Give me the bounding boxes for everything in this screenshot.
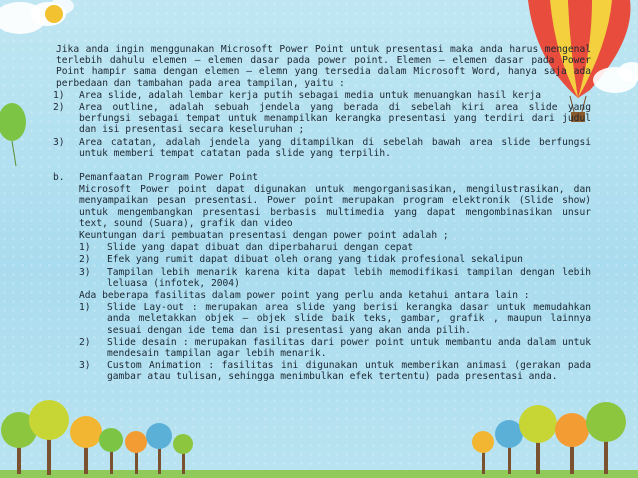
list-item	[79, 254, 591, 265]
section-heading	[53, 172, 591, 184]
list-number: 3)	[53, 136, 65, 148]
list-item	[79, 267, 591, 289]
list-number: 3)	[79, 266, 91, 278]
list-item	[53, 136, 591, 159]
list-text: Area catatan, adalah jendela yang ditampilkan di sebelah bawah area slide berfungsi untuk memberi tempat catatan pada slide yang terpilih.	[79, 136, 591, 159]
list-number: 2)	[79, 336, 91, 348]
list-item	[79, 360, 591, 382]
list-number: 1)	[79, 242, 91, 254]
list-item	[53, 102, 591, 136]
list-item	[79, 242, 591, 253]
list-number: 2)	[79, 254, 91, 266]
area-list	[53, 89, 591, 159]
list-number: 1)	[53, 89, 65, 101]
section-paragraph: Ada beberapa fasilitas dalam power point yang perlu anda ketahui antara lain :	[79, 290, 530, 302]
intro-paragraph: Jika anda ingin menggunakan Microsoft Power Point untuk presentasi maka anda harus mengenal terlebih dahulu elemen – elemen dasar pada power point. Elemen – elemen dasar pada Power Point hampir sama dengan elemen – elemn yang tersedia dalam Microsoft Word, hanya saja ada perbedaan dan tambahan pada area tampilan, yaitu :	[56, 44, 591, 89]
benefits-list	[79, 242, 591, 289]
document-body	[53, 44, 591, 383]
green-balloon-illustration	[0, 100, 40, 170]
list-text: Area outline, adalah sebuah jendela yang berada di sebelah kiri area slide yang berfungsi sebagai tempat untuk menampilkan kerangka presentasi yang terdiri dari judul dan isi presentasi secara keseluruhan ;	[79, 102, 591, 136]
section-paragraph: Microsoft Power point dapat digunakan untuk mengorganisasikan, mengilustrasikan, dan menyampaikan pesan presentasi. Power point merupakan program elektronik (Slide show) untuk mengembangkan presentasi berbasis multimedia yang dapat mengombinasikan unsur text, sound (Suara), grafik dan video	[79, 184, 591, 229]
list-item	[79, 302, 591, 336]
section-b	[53, 172, 591, 383]
list-text: Area slide, adalah lembar kerja putih sebagai media untuk menuangkan hasil kerja	[79, 89, 542, 101]
section-title: Pemanfaatan Program Power Point	[79, 172, 259, 184]
list-text: Efek yang rumit dapat dibuat oleh orang yang tidak profesional sekalipun	[107, 254, 523, 266]
list-item	[79, 337, 591, 359]
list-number: 2)	[53, 102, 65, 114]
list-number: 1)	[79, 302, 91, 314]
list-number: 3)	[79, 360, 91, 372]
sun-illustration	[40, 0, 80, 30]
list-text: Tampilan lebih menarik karena kita dapat lebih memodifikasi tampilan dengan lebih leluasa (infotek, 2004)	[107, 266, 591, 289]
trees-illustration	[0, 380, 638, 478]
list-text: Slide desain : merupakan fasilitas dari power point untuk membantu anda dalam untuk mendesain tampilan agar lebih menarik.	[107, 336, 591, 360]
list-text: Custom Animation : fasilitas ini digunakan untuk memberikan animasi (gerakan pada gambar atau tulisan, sehingga menimbulkan efek tertentu) pada presentasi anda.	[107, 360, 591, 383]
facilities-list	[79, 302, 591, 382]
list-text: Slide yang dapat dibuat dan diperbaharui dengan cepat	[107, 242, 414, 254]
list-text: Slide Lay-out : merupakan area slide yang berisi kerangka dasar untuk memudahkan anda meletakkan objek – objek slide baik teks, gambar, grafik , maupun lainnya sesuai dengan ide tema dan isi presentasi yang akan anda pilih.	[107, 302, 591, 336]
section-number: b.	[53, 172, 65, 184]
section-paragraph: Keuntungan dari pembuatan presentasi dengan power point adalah ;	[79, 230, 449, 242]
list-item	[53, 89, 591, 101]
section-b-body	[79, 184, 591, 382]
